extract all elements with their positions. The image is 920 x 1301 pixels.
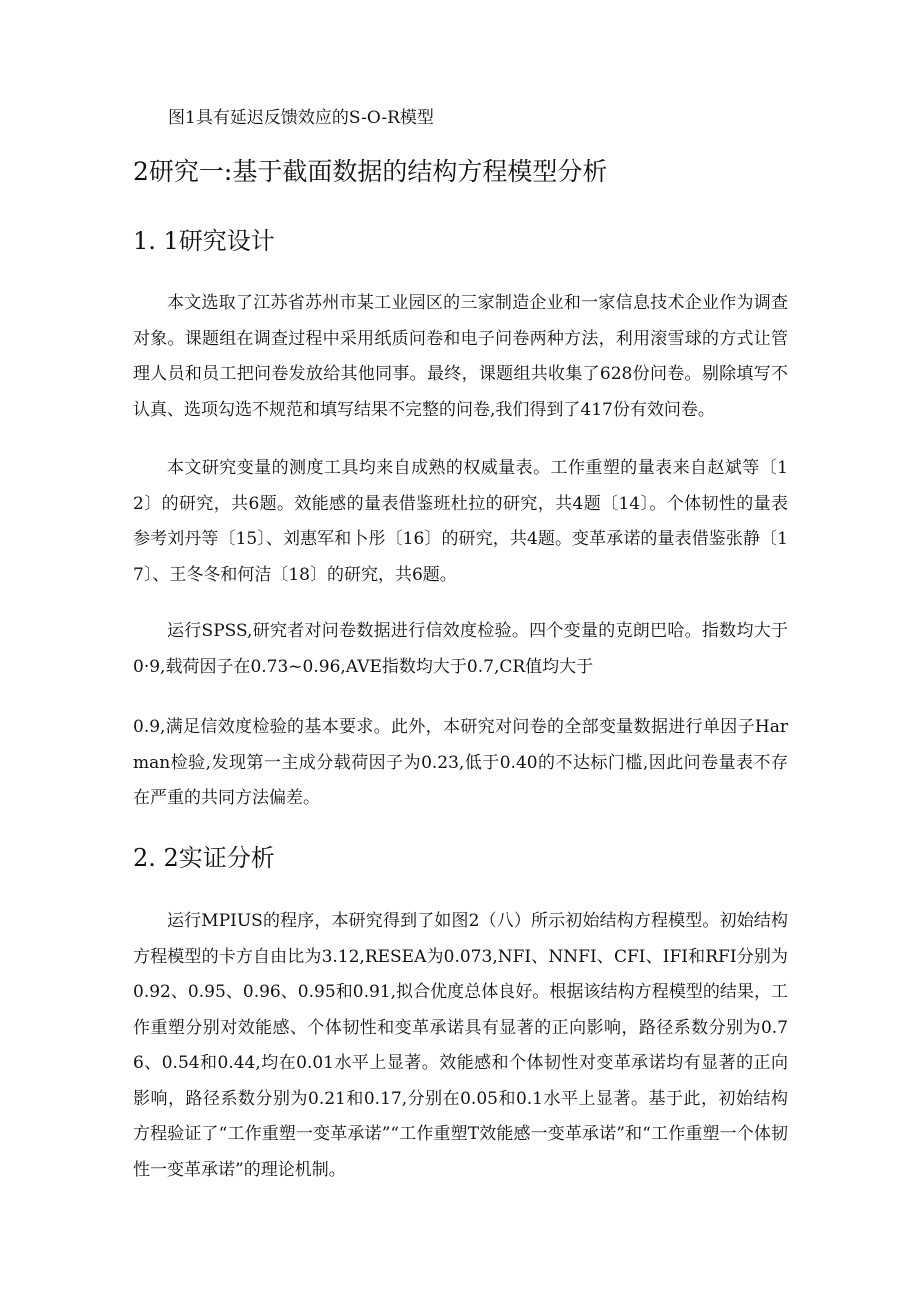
subsection-heading-analysis: 2. 2实证分析 [133,844,275,872]
figure-caption: 图1具有延迟反馈效应的S-O-R模型 [168,108,434,128]
paragraph-measures: 本文研究变量的测度工具均来自成熟的权威量表。工作重塑的量表来自赵斌等〔12〕的研究，共6题。效能感的量表借鉴班杜拉的研究，共4题〔14〕。个体韧性的量表参考刘丹等〔15〕、刘惠军和卜彤〔16〕的研究，共4题。变革承诺的量表借鉴张静〔17〕、王冬冬和何洁〔18〕的研究，共6题。 [133,458,788,585]
paragraph-sample: 本文选取了江苏省苏州市某工业园区的三家制造企业和一家信息技术企业作为调查对象。课题组在调查过程中采用纸质问卷和电子问卷两种方法，利用滚雪球的方式让管理人员和员工把问卷发放给其他同事。最终，课题组共收集了628份问卷。剔除填写不认真、选项勾选不规范和填写结果不完整的问卷,我们得到了417份有效问卷。 [133,293,788,420]
paragraph-common-method: 0.9,满足信效度检验的基本要求。此外，本研究对问卷的全部变量数据进行单因子Harman检验,发现第一主成分载荷因子为0.23,低于0.40的不达标门槛,因此问卷量表不存在严重的共同方法偏差。 [133,717,788,808]
subsection-heading-design: 1. 1研究设计 [133,227,275,255]
paragraph-reliability: 运行SPSS,研究者对问卷数据进行信效度检验。四个变量的克朗巴哈。指数均大于0·9,载荷因子在0.73~0.96,AVE指数均大于0.7,CR值均大于 [133,621,788,677]
paragraph-sem-results: 运行MPIUS的程序，本研究得到了如图2（八）所示初始结构方程模型。初始结构方程模型的卡方自由比为3.12,RESEA为0.073,NFI、NNFI、CFI、IFI和RFI分别为0.92、0.95、0.96、0.95和0.91,拟合优度总体良好。根据该结构方程模型的结果，工作重塑分别对效能感、个体韧性和变革承诺具有显著的正向影响，路径系数分别为0.76、0.54和0.44,均在0.01水平上显著。效能感和个体韧性对变革承诺均有显著的正向影响，路径系数分别为0.21和0.17,分别在0.05和0.1水平上显著。基于此，初始结构方程验证了“工作重塑一变革承诺”“工作重塑T效能感一变革承诺”和“工作重塑一个体韧性一变革承诺”的理论机制。 [133,911,788,1180]
section-heading: 2研究一:基于截面数据的结构方程模型分析 [133,157,608,186]
